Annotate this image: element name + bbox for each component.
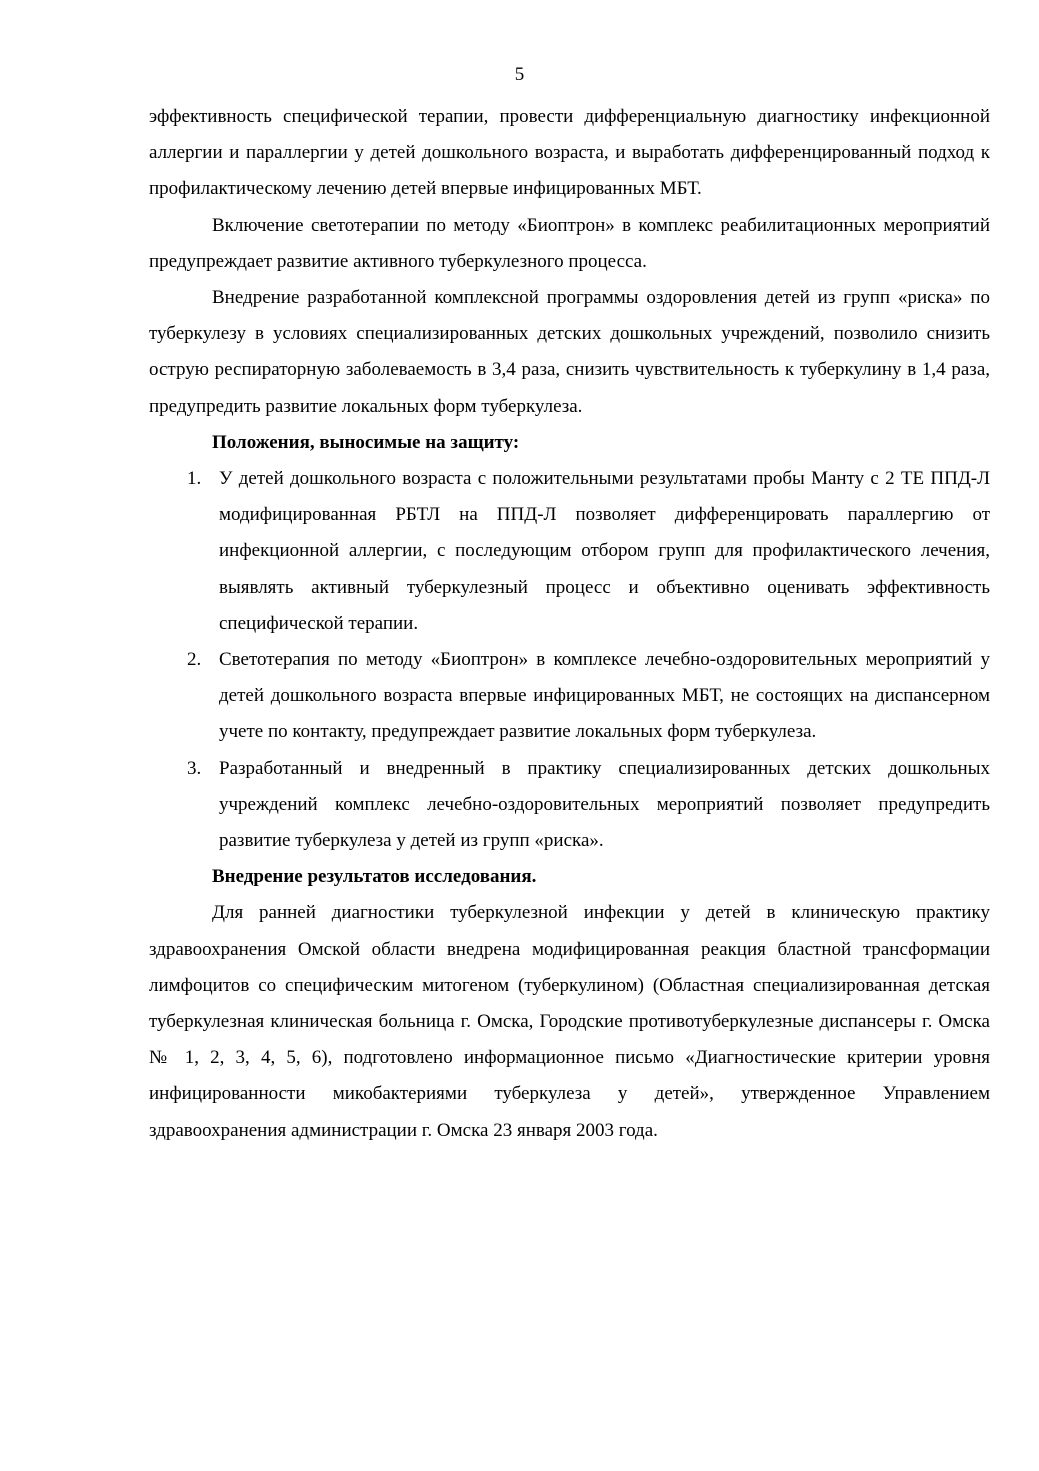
paragraph-program-results: Внедрение разработанной комплексной программы оздоровления детей из групп «риска» по туберкулезу в условиях специализированных детских дошкольных учреждений, позволило снизить острую респираторную заболеваемость в 3,4 раза, снизить чувствительность к туберкулину в 1,4 раза, предупредить развитие локальных форм туберкулеза.: [149, 287, 990, 417]
thesis-item: [149, 461, 990, 642]
theses-list: [149, 461, 990, 859]
thesis-number: 2.: [187, 649, 202, 671]
thesis-item: [149, 751, 990, 860]
implementation-heading: Внедрение результатов исследования.: [212, 866, 537, 888]
thesis-text: У детей дошкольного возраста с положительными результатами пробы Манту с 2 ТЕ ППД-Л модифицированная РБТЛ на ППД-Л позволяет дифференцировать параллергию от инфекционной аллергии, с последующим отбором групп для профилактического лечения, выявлять активный туберкулезный процесс и объективно оценивать эффективность специфической терапии.: [219, 468, 990, 634]
thesis-number: 1.: [187, 468, 202, 490]
page-content: [149, 99, 990, 1149]
theses-heading: Положения, выносимые на защиту:: [212, 431, 520, 453]
paragraph-intro-continuation: эффективность специфической терапии, провести дифференциальную диагностику инфекционной аллергии и параллергии у детей дошкольного возраста, и выработать дифференцированный подход к профилактическому лечению детей впервые инфицированных МБТ.: [149, 106, 990, 200]
paragraph-implementation: Для ранней диагностики туберкулезной инфекции у детей в клиническую практику здравоохранения Омской области внедрена модифицированная реакция бластной трансформации лимфоцитов со специфическим митогеном (туберкулином) (Областная специализированная детская туберкулезная клиническая больница г. Омска, Городские противотуберкулезные диспансеры г. Омска № 1, 2, 3, 4, 5, 6), подготовлено информационное письмо «Диагностические критерии уровня инфицированности микобактериями туберкулеза у детей», утвержденное Управлением здравоохранения администрации г. Омска 23 января 2003 года.: [149, 902, 990, 1141]
thesis-text: Разработанный и внедренный в практику специализированных детских дошкольных учреждений комплекс лечебно-оздоровительных мероприятий позволяет предупредить развитие туберкулеза у детей из групп «риска».: [219, 757, 990, 852]
page-number: 5: [514, 64, 525, 85]
thesis-text: Светотерапия по методу «Биоптрон» в комплексе лечебно-оздоровительных мероприятий у детей дошкольного возраста впервые инфицированных МБТ, не состоящих на диспансерном учете по контакту, предупреждает развитие локальных форм туберкулеза.: [219, 649, 990, 743]
thesis-number: 3.: [187, 757, 202, 779]
thesis-item: [149, 642, 990, 751]
paragraph-phototherapy: Включение светотерапии по методу «Биоптрон» в комплекс реабилитационных мероприятий предупреждает развитие активного туберкулезного процесса.: [149, 214, 990, 272]
